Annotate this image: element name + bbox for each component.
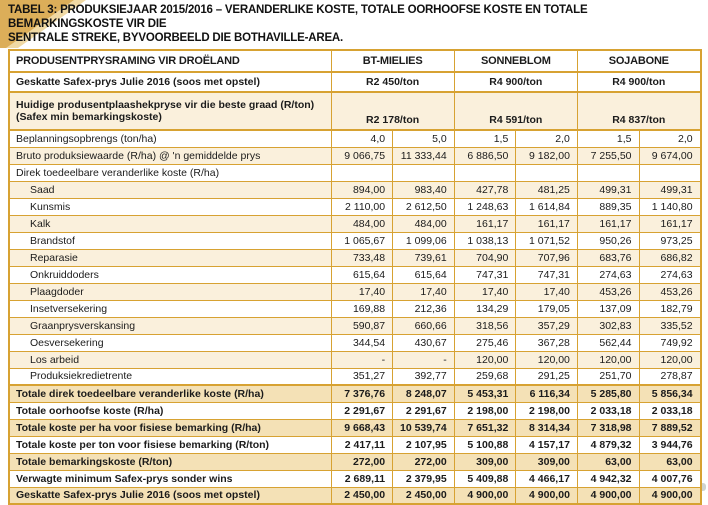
value-cell: 17,40	[516, 283, 578, 300]
value-cell: 8 314,34	[516, 419, 578, 436]
value-cell: 1 038,13	[454, 232, 516, 249]
value-cell: 2 689,11	[331, 470, 393, 487]
table-row	[9, 300, 701, 317]
value-cell: 590,87	[331, 317, 393, 334]
value-cell: R2 178/ton	[331, 92, 454, 130]
value-cell: 453,26	[639, 283, 701, 300]
value-cell: 5 285,80	[577, 385, 639, 402]
value-cell: 1 140,80	[639, 198, 701, 215]
table-row	[9, 198, 701, 215]
value-cell: 274,63	[639, 266, 701, 283]
value-cell: 169,88	[331, 300, 393, 317]
value-cell: 889,35	[577, 198, 639, 215]
value-cell: 683,76	[577, 249, 639, 266]
row-label: Kalk	[9, 215, 331, 232]
row-label: Geskatte Safex-prys Julie 2016 (soos met opstel)	[9, 72, 331, 92]
value-cell: 182,79	[639, 300, 701, 317]
value-cell: 894,00	[331, 181, 393, 198]
cost-table	[8, 49, 702, 505]
table-row	[9, 130, 701, 147]
value-cell: 733,48	[331, 249, 393, 266]
value-cell: 120,00	[577, 351, 639, 368]
row-label-line2: (Safex min bemarkingskoste)	[16, 111, 162, 123]
table-row	[9, 317, 701, 334]
header-crop-cell: BT-MIELIES	[331, 50, 454, 72]
table-row	[9, 164, 701, 181]
value-cell: 278,87	[639, 368, 701, 385]
value-cell: 63,00	[577, 453, 639, 470]
value-cell: 11 333,44	[393, 147, 455, 164]
value-cell: 615,64	[393, 266, 455, 283]
value-cell: 212,36	[393, 300, 455, 317]
table-header-row	[9, 50, 701, 72]
value-cell: 357,29	[516, 317, 578, 334]
value-cell: 707,96	[516, 249, 578, 266]
value-cell: 5 409,88	[454, 470, 516, 487]
value-cell: R4 900/ton	[577, 72, 700, 92]
value-cell: 6 886,50	[454, 147, 516, 164]
value-cell	[393, 164, 455, 181]
value-cell: 6 116,34	[516, 385, 578, 402]
value-cell: 2 291,67	[331, 402, 393, 419]
row-label: Totale oorhoofse koste (R/ha)	[9, 402, 331, 419]
value-cell: R4 591/ton	[454, 92, 577, 130]
table-row	[9, 249, 701, 266]
value-cell: 7 651,32	[454, 419, 516, 436]
value-cell: 272,00	[393, 453, 455, 470]
value-cell: 2 291,67	[393, 402, 455, 419]
table-row	[9, 181, 701, 198]
value-cell: 5 453,31	[454, 385, 516, 402]
value-cell: 367,28	[516, 334, 578, 351]
value-cell	[639, 164, 701, 181]
value-cell: 161,17	[454, 215, 516, 232]
table-row	[9, 402, 701, 419]
value-cell: 335,52	[639, 317, 701, 334]
value-cell: 302,83	[577, 317, 639, 334]
value-cell: 2 417,11	[331, 436, 393, 453]
row-label: Kunsmis	[9, 198, 331, 215]
value-cell: 499,31	[577, 181, 639, 198]
value-cell: R2 450/ton	[331, 72, 454, 92]
table-row	[9, 72, 701, 92]
value-cell: 7 318,98	[577, 419, 639, 436]
table-row	[9, 232, 701, 249]
row-label: Onkruiddoders	[9, 266, 331, 283]
row-label: Verwagte minimum Safex-prys sonder wins	[9, 470, 331, 487]
value-cell: 120,00	[639, 351, 701, 368]
value-cell: 4 466,17	[516, 470, 578, 487]
row-label	[9, 92, 331, 130]
value-cell: 4 900,00	[577, 487, 639, 504]
value-cell: 2 198,00	[516, 402, 578, 419]
table-row	[9, 334, 701, 351]
table-container	[8, 49, 700, 505]
value-cell: 3 944,76	[639, 436, 701, 453]
value-cell	[516, 164, 578, 181]
value-cell: 161,17	[577, 215, 639, 232]
row-label: Beplanningsopbrengs (ton/ha)	[9, 130, 331, 147]
value-cell: 4 900,00	[516, 487, 578, 504]
document-title	[0, 0, 708, 45]
value-cell: 660,66	[393, 317, 455, 334]
value-cell: 9 668,43	[331, 419, 393, 436]
value-cell: 739,61	[393, 249, 455, 266]
value-cell: 17,40	[393, 283, 455, 300]
row-label: Direk toedeelbare veranderlike koste (R/ha)	[9, 164, 331, 181]
value-cell: 2 198,00	[454, 402, 516, 419]
value-cell: 2,0	[639, 130, 701, 147]
table-row	[9, 92, 701, 130]
row-label: Graanprysverskansing	[9, 317, 331, 334]
value-cell: 1 248,63	[454, 198, 516, 215]
value-cell: 4 942,32	[577, 470, 639, 487]
value-cell: 17,40	[331, 283, 393, 300]
row-label: Plaagdoder	[9, 283, 331, 300]
value-cell: 351,27	[331, 368, 393, 385]
value-cell: 453,26	[577, 283, 639, 300]
value-cell: 120,00	[516, 351, 578, 368]
value-cell: 430,67	[393, 334, 455, 351]
table-row	[9, 368, 701, 385]
value-cell: 7 376,76	[331, 385, 393, 402]
value-cell: 309,00	[454, 453, 516, 470]
value-cell: 4,0	[331, 130, 393, 147]
row-label: Saad	[9, 181, 331, 198]
value-cell: 2 107,95	[393, 436, 455, 453]
value-cell: 4 900,00	[454, 487, 516, 504]
value-cell: 747,31	[454, 266, 516, 283]
value-cell: 1 614,84	[516, 198, 578, 215]
value-cell: 5 856,34	[639, 385, 701, 402]
value-cell: 481,25	[516, 181, 578, 198]
value-cell: 4 900,00	[639, 487, 701, 504]
value-cell: 2 612,50	[393, 198, 455, 215]
value-cell: 2 379,95	[393, 470, 455, 487]
table-row	[9, 351, 701, 368]
value-cell: 950,26	[577, 232, 639, 249]
value-cell: R4 900/ton	[454, 72, 577, 92]
value-cell: 562,44	[577, 334, 639, 351]
value-cell: 7 889,52	[639, 419, 701, 436]
value-cell: 344,54	[331, 334, 393, 351]
value-cell: 7 255,50	[577, 147, 639, 164]
value-cell: 4 879,32	[577, 436, 639, 453]
row-label: Insetversekering	[9, 300, 331, 317]
value-cell: 2 033,18	[639, 402, 701, 419]
value-cell: 1 099,06	[393, 232, 455, 249]
value-cell: 1,5	[454, 130, 516, 147]
value-cell: R4 837/ton	[577, 92, 700, 130]
value-cell: 10 539,74	[393, 419, 455, 436]
table-body	[9, 72, 701, 504]
value-cell: 8 248,07	[393, 385, 455, 402]
value-cell: 275,46	[454, 334, 516, 351]
row-label: Totale direk toedeelbare veranderlike koste (R/ha)	[9, 385, 331, 402]
value-cell: 973,25	[639, 232, 701, 249]
value-cell: 274,63	[577, 266, 639, 283]
value-cell: 686,82	[639, 249, 701, 266]
row-label: Brandstof	[9, 232, 331, 249]
value-cell: 5,0	[393, 130, 455, 147]
value-cell: 9 066,75	[331, 147, 393, 164]
row-label: Totale koste per ha voor fisiese bemarking (R/ha)	[9, 419, 331, 436]
value-cell: 1 071,52	[516, 232, 578, 249]
value-cell: 484,00	[331, 215, 393, 232]
table-row	[9, 487, 701, 504]
value-cell: 9 674,00	[639, 147, 701, 164]
value-cell	[331, 164, 393, 181]
value-cell	[454, 164, 516, 181]
row-label: Reparasie	[9, 249, 331, 266]
value-cell: 615,64	[331, 266, 393, 283]
table-row	[9, 215, 701, 232]
table-row	[9, 266, 701, 283]
value-cell: 137,09	[577, 300, 639, 317]
table-row	[9, 283, 701, 300]
value-cell: -	[393, 351, 455, 368]
header-crop-cell: SONNEBLOM	[454, 50, 577, 72]
value-cell: 161,17	[639, 215, 701, 232]
value-cell: 179,05	[516, 300, 578, 317]
value-cell: 134,29	[454, 300, 516, 317]
table-row	[9, 453, 701, 470]
value-cell: 272,00	[331, 453, 393, 470]
value-cell: 251,70	[577, 368, 639, 385]
value-cell: 704,90	[454, 249, 516, 266]
value-cell: 427,78	[454, 181, 516, 198]
value-cell: 4 157,17	[516, 436, 578, 453]
row-label: Totale bemarkingskoste (R/ton)	[9, 453, 331, 470]
table-row	[9, 470, 701, 487]
value-cell: 2 033,18	[577, 402, 639, 419]
value-cell: 161,17	[516, 215, 578, 232]
value-cell: 318,56	[454, 317, 516, 334]
value-cell	[577, 164, 639, 181]
title-line-1: TABEL 3: PRODUKSIEJAAR 2015/2016 – VERANDERLIKE KOSTE, TOTALE OORHOOFSE KOSTE EN TOTALE BEMARKINGSKOSTE VIR DIE	[8, 4, 588, 30]
value-cell: 17,40	[454, 283, 516, 300]
value-cell: 309,00	[516, 453, 578, 470]
table-row	[9, 385, 701, 402]
value-cell: 392,77	[393, 368, 455, 385]
table-row	[9, 419, 701, 436]
header-label-cell: PRODUSENTPRYSRAMING VIR DROËLAND	[9, 50, 331, 72]
value-cell: 749,92	[639, 334, 701, 351]
value-cell: 63,00	[639, 453, 701, 470]
value-cell: 2 450,00	[393, 487, 455, 504]
row-label: Produksiekredietrente	[9, 368, 331, 385]
value-cell: 4 007,76	[639, 470, 701, 487]
row-label: Geskatte Safex-prys Julie 2016 (soos met opstel)	[9, 487, 331, 504]
value-cell: 1,5	[577, 130, 639, 147]
value-cell: 291,25	[516, 368, 578, 385]
value-cell: 484,00	[393, 215, 455, 232]
row-label: Totale koste per ton voor fisiese bemarking (R/ton)	[9, 436, 331, 453]
header-crop-cell: SOJABONE	[577, 50, 700, 72]
value-cell: -	[331, 351, 393, 368]
value-cell: 1 065,67	[331, 232, 393, 249]
value-cell: 747,31	[516, 266, 578, 283]
value-cell: 2,0	[516, 130, 578, 147]
value-cell: 120,00	[454, 351, 516, 368]
row-label: Los arbeid	[9, 351, 331, 368]
title-line-2: SENTRALE STREKE, BYVOORBEELD DIE BOTHAVILLE-AREA.	[8, 32, 344, 44]
value-cell: 2 450,00	[331, 487, 393, 504]
value-cell: 259,68	[454, 368, 516, 385]
value-cell: 9 182,00	[516, 147, 578, 164]
row-label-line1: Huidige produsentplaashekpryse vir die beste graad (R/ton)	[16, 99, 315, 111]
value-cell: 2 110,00	[331, 198, 393, 215]
value-cell: 5 100,88	[454, 436, 516, 453]
table-row	[9, 436, 701, 453]
row-label: Bruto produksiewaarde (R/ha) @ 'n gemiddelde prys	[9, 147, 331, 164]
row-label: Oesversekering	[9, 334, 331, 351]
table-header	[9, 50, 701, 72]
value-cell: 499,31	[639, 181, 701, 198]
value-cell: 983,40	[393, 181, 455, 198]
table-row	[9, 147, 701, 164]
